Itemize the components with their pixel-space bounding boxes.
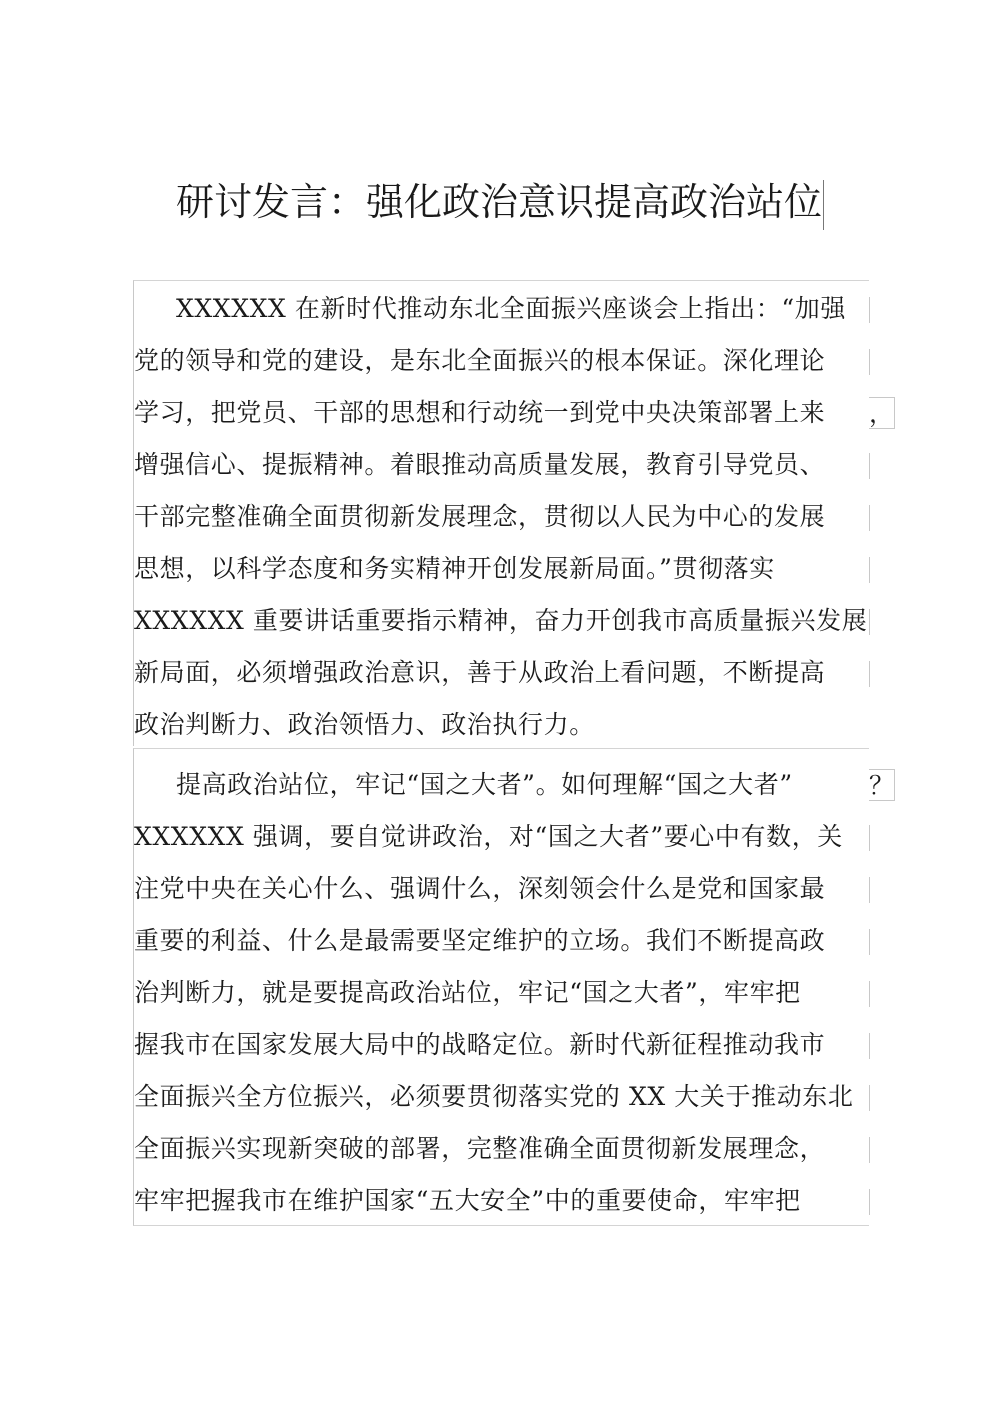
paragraph-2-line: 全面振兴全方位振兴，必须要贯彻落实党的 XX 大关于推动东北 (134, 1082, 854, 1111)
paragraph-1-line: 学习，把党员、干部的思想和行动统一到党中央决策部署上来 (134, 398, 826, 427)
text-boundary-mark (869, 929, 870, 955)
paragraph-1-line: XXXXXX 在新时代推动东北全面振兴座谈会上指出：“加强 (176, 294, 846, 323)
text-boundary-mark (869, 349, 870, 375)
paragraph-2 (133, 748, 895, 1226)
text-boundary-mark (869, 1033, 870, 1059)
text-boundary-mark (869, 877, 870, 903)
paragraph-1-line: XXXXXX 重要讲话重要指示精神，奋力开创我市高质量振兴发展 (134, 606, 868, 635)
text-boundary-mark (869, 1137, 870, 1163)
text-boundary-mark (869, 1189, 870, 1215)
text-boundary-mark (869, 1085, 870, 1111)
text-boundary-mark (823, 180, 824, 230)
paragraph-2-line: 牢牢把握我市在维护国家“五大安全”中的重要使命，牢牢把 (134, 1186, 801, 1215)
text-boundary-mark (869, 609, 870, 635)
document-title (0, 172, 992, 232)
paragraph-1 (133, 280, 895, 746)
paragraph-1-line: 党的领导和党的建设，是东北全面振兴的根本保证。深化理论 (134, 346, 826, 375)
text-boundary-mark (869, 981, 870, 1007)
paragraph-2-line: 全面振兴实现新突破的部署，完整准确全面贯彻新发展理念， (134, 1134, 826, 1163)
overflow-punctuation: ， (869, 399, 895, 428)
text-boundary-mark (869, 825, 870, 851)
paragraph-2-line: 治判断力，就是要提高政治站位，牢记“国之大者”，牢牢把 (134, 978, 801, 1007)
text-boundary-mark (869, 297, 870, 323)
paragraph-1-line: 政治判断力、政治领悟力、政治执行力。 (134, 710, 595, 739)
text-boundary-mark (869, 453, 870, 479)
overflow-punctuation: ？ (869, 771, 895, 800)
text-boundary-mark (869, 557, 870, 583)
paragraph-1-line: 干部完整准确全面贯彻新发展理念，贯彻以人民为中心的发展 (134, 502, 826, 531)
paragraph-1-line: 思想，以科学态度和务实精神开创发展新局面。”贯彻落实 (134, 554, 775, 583)
paragraph-2-line: 注党中央在关心什么、强调什么，深刻领会什么是党和国家最 (134, 874, 826, 903)
paragraph-1-line: 增强信心、提振精神。着眼推动高质量发展，教育引导党员、 (134, 450, 826, 479)
paragraph-2-line: 重要的利益、什么是最需要坚定维护的立场。我们不断提高政 (134, 926, 826, 955)
text-boundary-mark (869, 505, 870, 531)
paragraph-2-line: 握我市在国家发展大局中的战略定位。新时代新征程推动我市 (134, 1030, 826, 1059)
title-text: 研讨发言：强化政治意识提高政治站位 (175, 180, 822, 224)
paragraph-2-line: 提高政治站位，牢记“国之大者”。如何理解“国之大者” (176, 770, 793, 799)
text-boundary-mark (869, 661, 870, 687)
paragraph-2-line: XXXXXX 强调，要自觉讲政治，对“国之大者”要心中有数，关 (134, 822, 843, 851)
paragraph-1-line: 新局面，必须增强政治意识，善于从政治上看问题，不断提高 (134, 658, 826, 687)
